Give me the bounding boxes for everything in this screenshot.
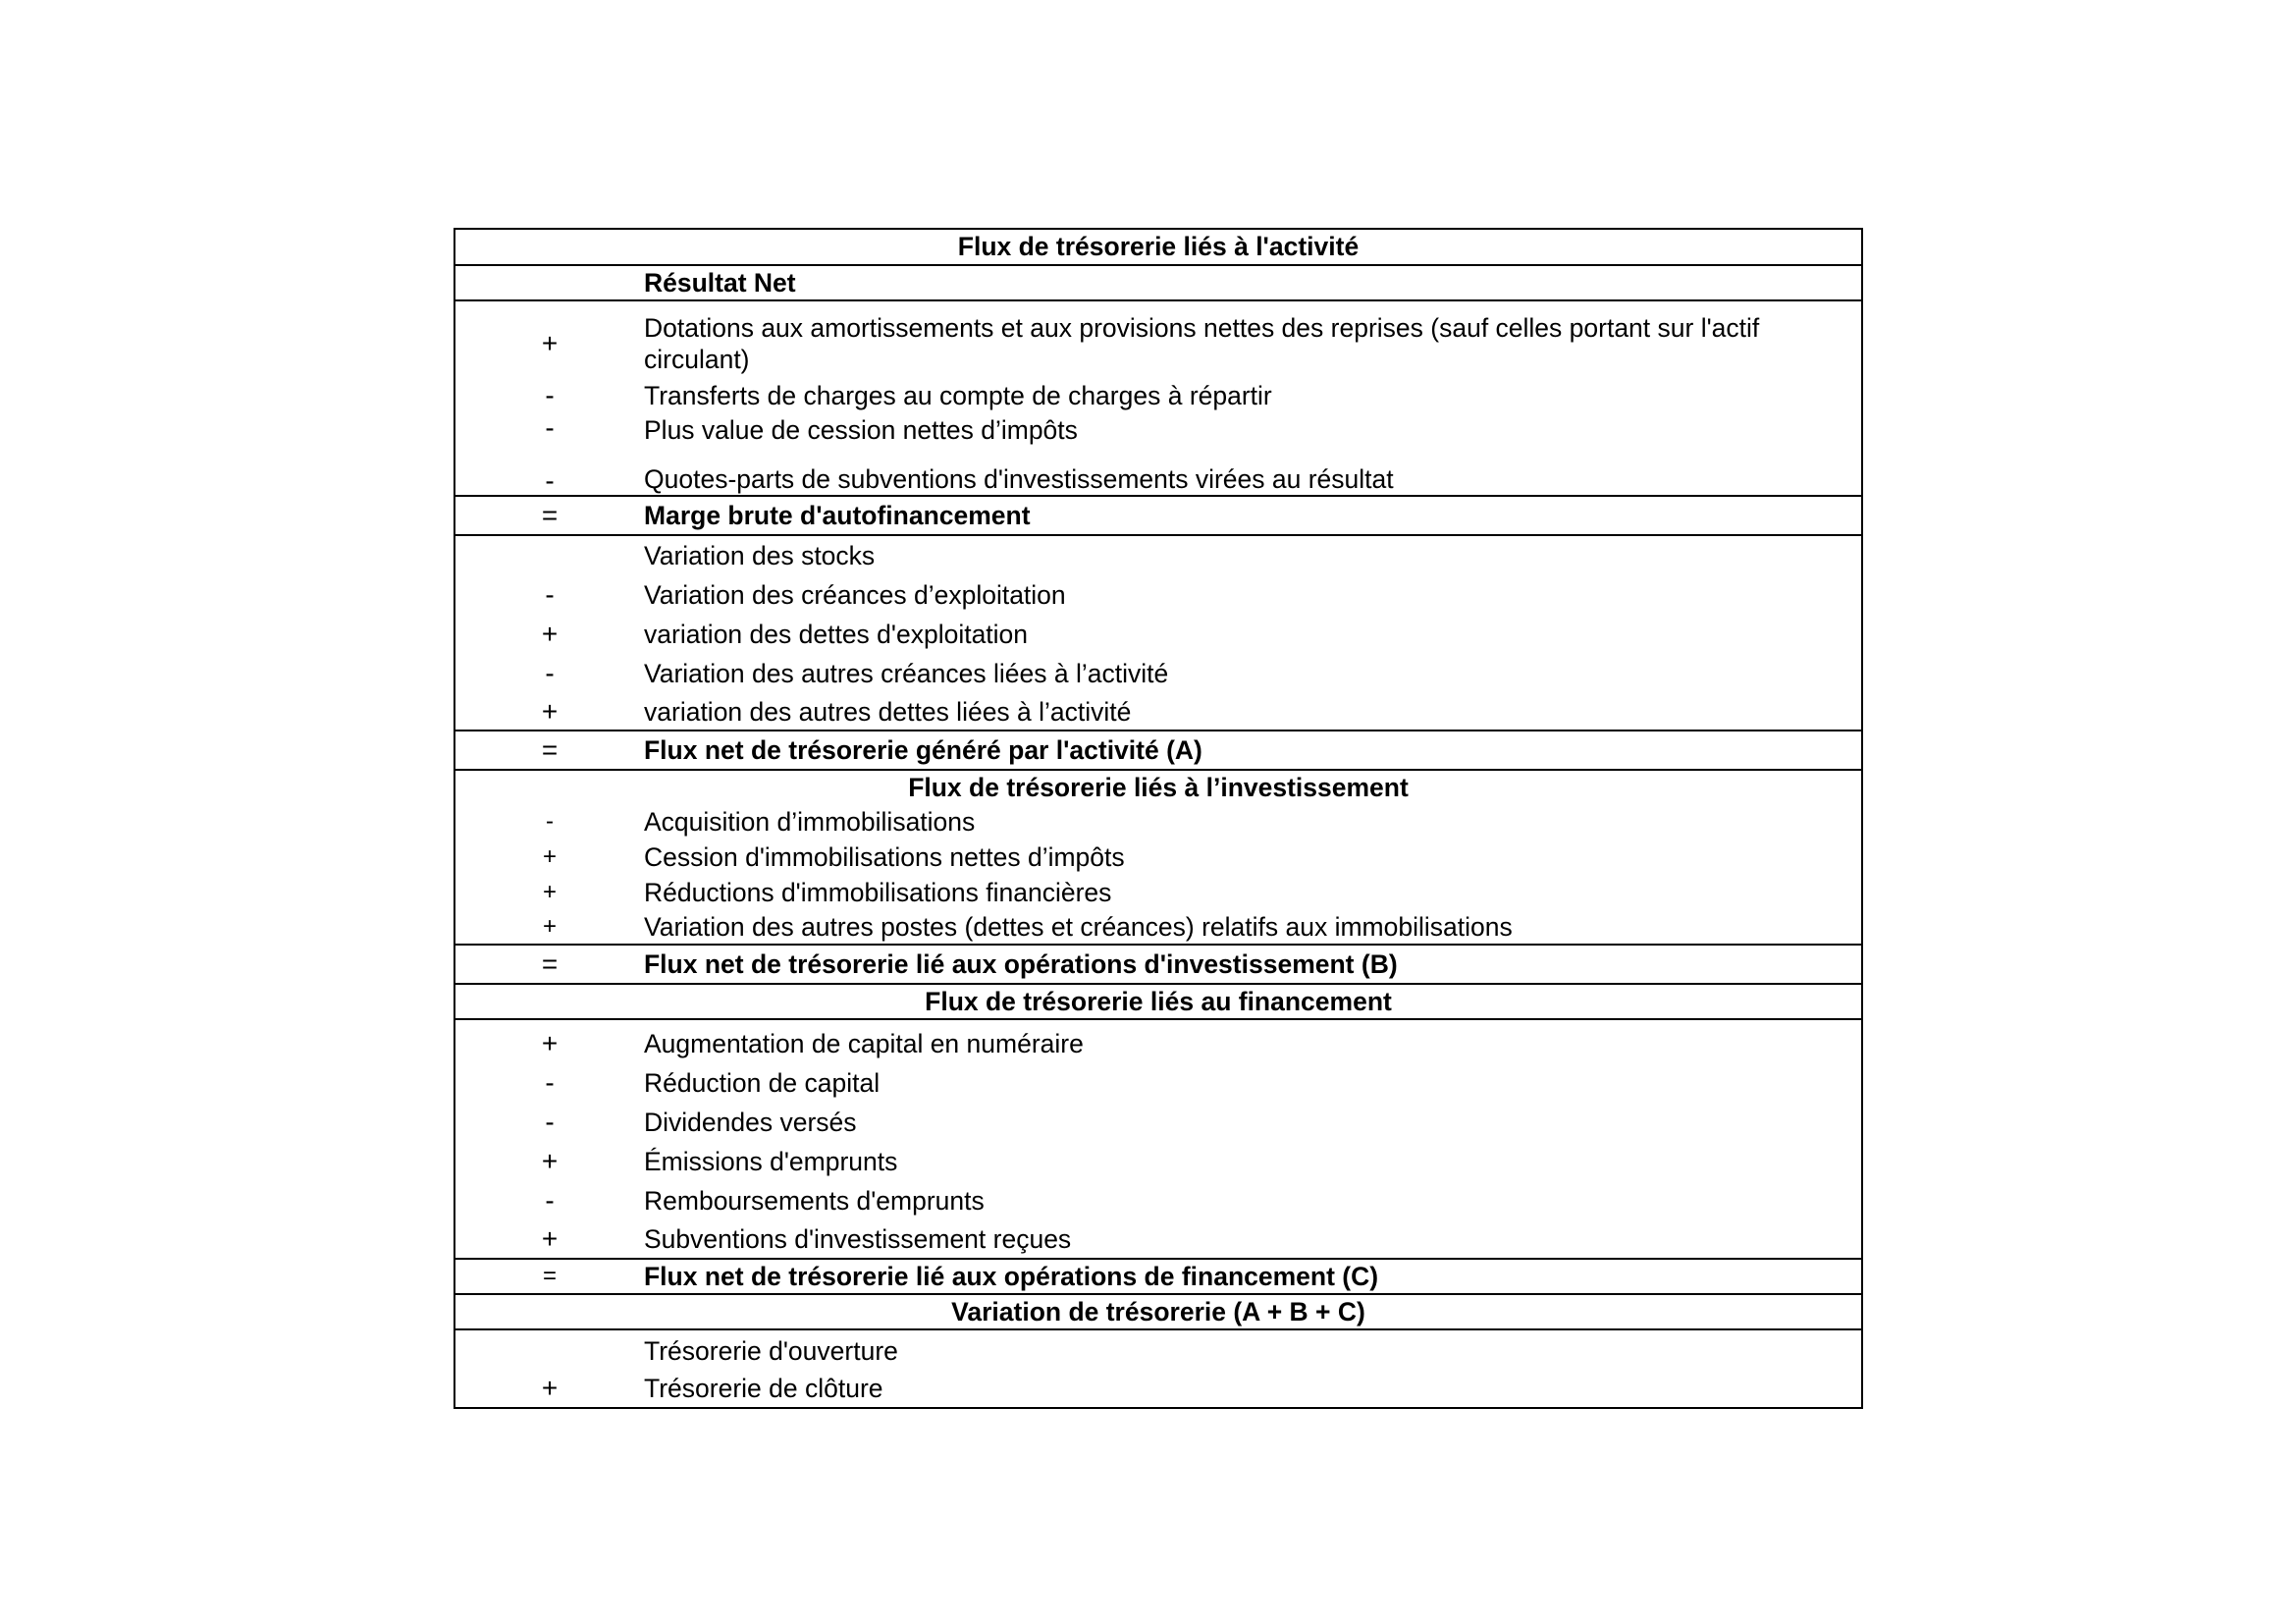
row-sign: -: [545, 379, 555, 410]
row-label: Dividendes versés: [644, 1108, 857, 1137]
row-sign: +: [542, 879, 557, 905]
section-title: Flux de trésorerie liés à l’investissement: [908, 772, 1409, 802]
row-sign: -: [545, 1067, 555, 1098]
table-row: [455, 1142, 1861, 1181]
table-row: [455, 536, 1861, 575]
row-label: Variation des créances d’exploitation: [644, 580, 1066, 610]
row-marge-brute-autofinancement: [455, 495, 1861, 534]
row-sign: +: [541, 695, 559, 727]
table-row: [455, 414, 1861, 454]
section-header-investissement: [455, 771, 1861, 804]
row-label: Flux net de trésorerie généré par l'activité (A): [644, 735, 1202, 765]
row-total-financement: [455, 1258, 1861, 1293]
table-row: [455, 1220, 1861, 1258]
row-label: Subventions d'investissement reçues: [644, 1224, 1072, 1254]
row-label: Trésorerie de clôture: [644, 1374, 883, 1403]
row-label: variation des autres dettes liées à l’activité: [644, 696, 1132, 727]
table-row: [455, 839, 1861, 875]
row-total-activite: [455, 730, 1861, 769]
row-label: variation des dettes d'exploitation: [644, 620, 1029, 649]
table-row: [455, 1332, 1861, 1370]
section-title: Variation de trésorerie (A + B + C): [951, 1296, 1365, 1326]
section-adjustments: [455, 299, 1861, 495]
table-row: [455, 376, 1861, 414]
row-resultat-net: [455, 264, 1861, 299]
row-label: Augmentation de capital en numéraire: [644, 1029, 1084, 1058]
row-label: Variation des autres postes (dettes et créances) relatifs aux immobilisations: [644, 912, 1513, 942]
row-label: Réduction de capital: [644, 1068, 881, 1098]
row-sign: -: [545, 1107, 555, 1137]
table-row: [455, 311, 1861, 376]
section-financement: [455, 1018, 1861, 1258]
row-label: Variation des stocks: [644, 541, 876, 570]
row-label: Acquisition d’immobilisations: [644, 807, 976, 837]
row-sign: +: [541, 619, 559, 649]
row-label: Émissions d'emprunts: [644, 1147, 898, 1176]
row-label: Quotes-parts de subventions d'investissements virées au résultat: [644, 464, 1394, 494]
row-label: Cession d'immobilisations nettes d’impôts: [644, 842, 1125, 872]
row-sign: -: [545, 658, 555, 688]
row-sign: =: [541, 734, 559, 765]
table-row: [455, 1181, 1861, 1220]
row-sign: -: [545, 579, 555, 610]
row-sign: -: [545, 412, 555, 443]
row-sign: =: [542, 1263, 557, 1289]
row-label: Marge brute d'autofinancement: [644, 501, 1031, 530]
row-sign: +: [541, 1146, 559, 1176]
row-sign: +: [541, 1028, 559, 1058]
row-label: Trésorerie d'ouverture: [644, 1336, 898, 1366]
row-sign: -: [545, 1185, 555, 1216]
row-label: Transferts de charges au compte de charges à répartir: [644, 380, 1272, 410]
table-row: [455, 1370, 1861, 1407]
table-row: [455, 454, 1861, 495]
section-header-variation-tresorerie: [455, 1293, 1861, 1328]
section-title: Flux de trésorerie liés au financement: [925, 986, 1392, 1016]
table-row: [455, 654, 1861, 693]
row-sign: =: [541, 500, 559, 530]
row-sign: +: [541, 1373, 559, 1403]
row-label: Flux net de trésorerie lié aux opérations d'investissement (B): [644, 949, 1398, 979]
table-row: [455, 1024, 1861, 1063]
row-sign: +: [542, 913, 557, 940]
table-row: [455, 615, 1861, 654]
row-sign: +: [542, 843, 557, 870]
table-row: [455, 575, 1861, 615]
row-label: Dotations aux amortissements et aux provisions nettes des reprises (sauf celles portant sur l'actif circulant): [644, 313, 1760, 374]
row-label: Flux net de trésorerie lié aux opérations de financement (C): [644, 1262, 1379, 1291]
cash-flow-table: [454, 228, 1863, 1409]
table-row: [455, 875, 1861, 910]
section-investissement: [455, 769, 1861, 944]
section-header-activite: [455, 230, 1861, 264]
row-label: Variation des autres créances liées à l’activité: [644, 659, 1169, 688]
section-variations: [455, 534, 1861, 730]
row-total-investissement: [455, 944, 1861, 983]
row-sign: +: [541, 328, 559, 358]
row-label: Réductions d'immobilisations financières: [644, 878, 1112, 907]
row-label: Résultat Net: [644, 268, 796, 298]
table-row: [455, 910, 1861, 944]
row-sign: -: [545, 465, 555, 496]
table-row: [455, 804, 1861, 839]
row-sign: +: [541, 1223, 559, 1254]
row-label: Plus value de cession nettes d’impôts: [644, 415, 1078, 445]
row-label: Remboursements d'emprunts: [644, 1186, 985, 1216]
table-row: [455, 693, 1861, 730]
section-header-financement: [455, 983, 1861, 1018]
table-row: [455, 1103, 1861, 1142]
row-sign: =: [541, 948, 559, 979]
section-tresorerie: [455, 1328, 1861, 1407]
row-sign: -: [546, 808, 554, 835]
table-row: [455, 1063, 1861, 1103]
section-title: Flux de trésorerie liés à l'activité: [957, 232, 1360, 261]
